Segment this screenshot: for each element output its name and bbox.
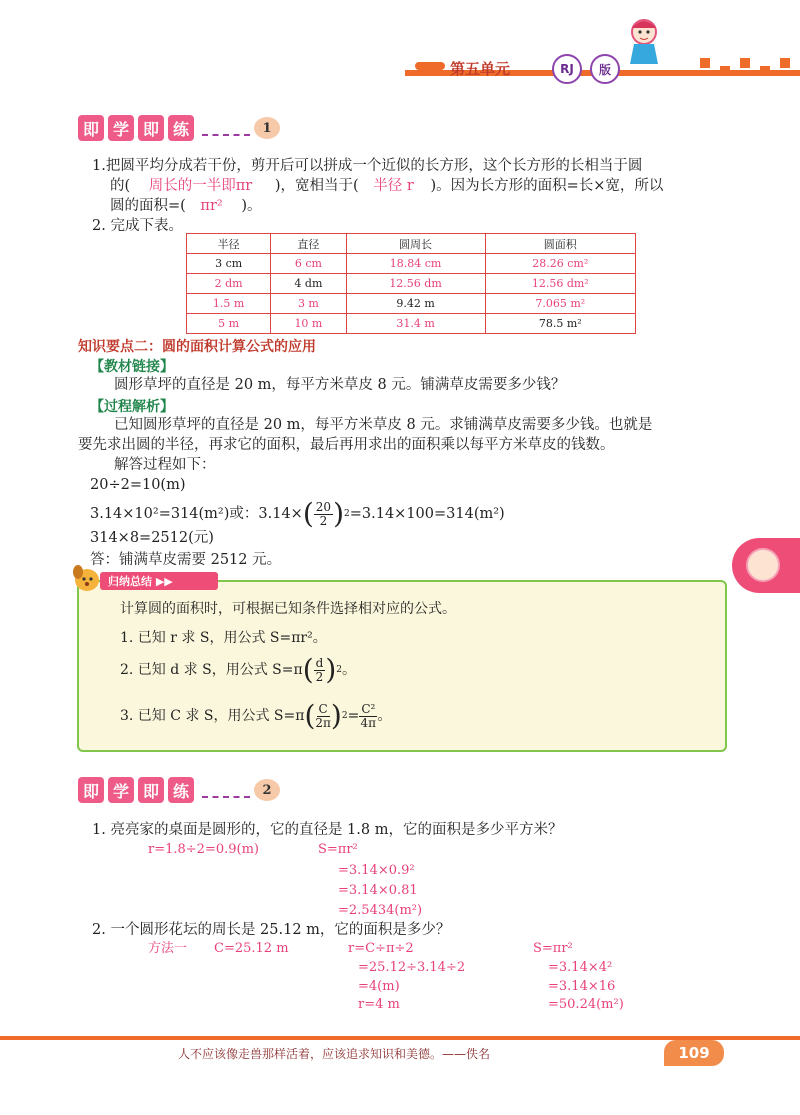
equals: = <box>347 708 360 724</box>
summary-item2 <box>120 653 356 686</box>
paren-right: ) <box>325 653 337 686</box>
p2-q2-radius-step: =25.12÷3.14÷2 <box>358 960 466 975</box>
paren-left: ( <box>304 699 316 732</box>
checker-decoration <box>700 58 710 68</box>
answer-length: 周长的一半即πr <box>148 178 253 194</box>
summary-item3-text: 3. 已知 C 求 S，用公式 S=π <box>120 708 305 724</box>
p2-q2-area-step: =3.14×4² <box>548 960 613 975</box>
banner-dash <box>202 120 250 136</box>
banner-char: 即 <box>138 115 164 141</box>
table-cell: 6 cm <box>271 254 346 274</box>
fraction <box>359 703 377 730</box>
fraction-denominator: 2 <box>315 669 324 684</box>
paren-right: ) <box>330 699 342 732</box>
textbook-link-label: 【教材链接】 <box>90 359 174 375</box>
fraction-numerator: 20 <box>315 499 332 514</box>
checker-decoration <box>740 58 750 68</box>
p2-q1-radius: r=1.8÷2=0.9(m) <box>148 842 259 857</box>
practice-banner-1 <box>78 113 280 143</box>
fraction-denominator: 2π <box>315 715 331 730</box>
exponent: 2 <box>344 509 350 519</box>
banner-char: 学 <box>108 115 134 141</box>
q1-line1 <box>92 156 642 176</box>
q1-text: )，宽相当于( <box>274 178 359 194</box>
q1-line3 <box>110 196 261 216</box>
period: 。 <box>341 662 356 678</box>
table-cell: 7.065 m² <box>485 294 635 314</box>
table-cell: 10 m <box>271 314 346 334</box>
table-cell: 12.56 dm <box>346 274 485 294</box>
table-row <box>187 294 636 314</box>
table-row <box>187 314 636 334</box>
circle-table <box>186 233 636 334</box>
header-pencil-decoration <box>415 62 445 70</box>
summary-item1: 1. 已知 r 求 S，用公式 S=πr²。 <box>120 630 327 646</box>
fraction <box>314 501 333 528</box>
table-cell: 4 dm <box>271 274 346 294</box>
banner-char: 练 <box>168 777 194 803</box>
puppy-icon <box>70 564 104 594</box>
fraction-numerator: d <box>315 655 324 670</box>
section-title: 知识要点二：圆的面积计算公式的应用 <box>78 339 316 355</box>
period: 。 <box>377 708 392 724</box>
banner-char: 即 <box>78 115 104 141</box>
solve-step3: 314×8=2512(元) <box>90 530 214 546</box>
table-header: 圆周长 <box>346 234 485 254</box>
p2-q2-radius-step: =4(m) <box>358 979 400 994</box>
p2-q2-area-step: =3.14×16 <box>548 979 616 994</box>
table-cell: 9.42 m <box>346 294 485 314</box>
edition-badge-rj: RJ <box>552 54 582 84</box>
p2-q2-method: 方法一 <box>148 941 188 956</box>
q1-text: )。 <box>241 198 262 214</box>
q1-text: 圆的面积=( <box>110 198 186 214</box>
fraction <box>315 703 331 730</box>
fraction-numerator: C <box>318 701 328 716</box>
solve-step1: 20÷2=10(m) <box>90 477 186 493</box>
p2-q2-given: C=25.12 m <box>214 941 289 956</box>
cartoon-girl-icon <box>622 14 666 66</box>
p2-q2-area-result: =50.24(m²) <box>548 997 624 1012</box>
banner-char: 即 <box>78 777 104 803</box>
q1-text: 把圆平均分成若干份，剪开后可以拼成一个近似的长方形，这个长方形的长相当于圆 <box>105 158 643 174</box>
table-cell: 5 m <box>187 314 271 334</box>
table-cell: 28.26 cm² <box>485 254 635 274</box>
table-cell: 2 dm <box>187 274 271 294</box>
edition-badge-ban: 版 <box>590 54 620 84</box>
q1-line2 <box>110 176 663 196</box>
table-cell: 1.5 m <box>187 294 271 314</box>
solve-step2-text: =3.14×100=314(m²) <box>349 506 505 522</box>
table-header-row <box>187 234 636 254</box>
footer-quote: 人不应该像走兽那样活着，应该追求知识和美德。——佚名 <box>178 1047 491 1061</box>
banner-char: 练 <box>168 115 194 141</box>
p2-q1-formula: S=πr² <box>318 842 358 857</box>
p2-q2-radius: r=C÷π÷2 <box>348 941 414 956</box>
paren-left: ( <box>302 497 314 530</box>
table-cell: 31.4 m <box>346 314 485 334</box>
checker-decoration <box>780 58 790 68</box>
table-cell: 3 m <box>271 294 346 314</box>
p2-q1: 1. 亮亮家的桌面是圆形的，它的直径是 1.8 m，它的面积是多少平方米？ <box>92 822 563 838</box>
q1-text: )。因为长方形的面积=长×宽，所以 <box>430 178 664 194</box>
banner-number: 1 <box>254 117 280 139</box>
analysis-line2: 要先求出圆的半径，再求它的面积，最后再用求出的面积乘以每平方米草皮的钱数。 <box>78 437 615 453</box>
q1-text: 的( <box>110 178 131 194</box>
table-header: 直径 <box>271 234 346 254</box>
face-icon <box>746 548 780 582</box>
answer-width: 半径 r <box>373 178 414 194</box>
fraction-numerator: C² <box>361 701 376 716</box>
fraction-denominator: 2 <box>319 513 328 528</box>
p2-q2-radius-result: r=4 m <box>358 997 400 1012</box>
summary-intro: 计算圆的面积时，可根据已知条件选择相对应的公式。 <box>120 601 456 617</box>
summary-item3 <box>120 699 392 732</box>
exponent: 2 <box>341 711 348 721</box>
fraction <box>314 657 326 684</box>
summary-item2-text: 2. 已知 d 求 S，用公式 S=π <box>120 662 303 678</box>
solve-answer: 答：铺满草皮需要 2512 元。 <box>90 552 282 568</box>
p2-q1-step: =3.14×0.9² <box>338 863 415 878</box>
p2-q1-step: =3.14×0.81 <box>338 883 418 898</box>
page-number: 109 <box>664 1040 724 1066</box>
fraction-denominator: 4π <box>360 715 377 730</box>
checker-decoration <box>720 66 730 76</box>
p2-q2: 2. 一个圆形花坛的周长是 25.12 m，它的面积是多少？ <box>92 922 451 938</box>
table-cell: 18.84 cm <box>346 254 485 274</box>
table-cell: 78.5 m² <box>485 314 635 334</box>
analysis-label: 【过程解析】 <box>90 399 174 415</box>
banner-dash <box>202 782 250 798</box>
p2-q1-step: =2.5434(m²) <box>338 903 423 918</box>
banner-char: 即 <box>138 777 164 803</box>
summary-tag-label: 归纳总结 <box>108 575 152 588</box>
solve-step2-text: 3.14×10²=314(m²)或：3.14× <box>90 506 303 522</box>
table-header: 圆面积 <box>485 234 635 254</box>
textbook-text: 圆形草坪的直径是 20 m，每平方米草皮 8 元。铺满草皮需要多少钱？ <box>114 377 566 393</box>
table-cell: 3 cm <box>187 254 271 274</box>
analysis-line1: 已知圆形草坪的直径是 20 m，每平方米草皮 8 元。求铺满草皮需要多少钱。也就是 <box>114 417 653 433</box>
practice-banner-2 <box>78 775 280 805</box>
table-header: 半径 <box>187 234 271 254</box>
banner-number: 2 <box>254 779 280 801</box>
summary-tag: 归纳总结 ▶▶ <box>100 572 218 590</box>
table-row <box>187 254 636 274</box>
table-row <box>187 274 636 294</box>
paren-right: ) <box>333 497 344 530</box>
p2-q2-area: S=πr² <box>533 941 573 956</box>
unit-title: 第五单元 <box>450 60 511 78</box>
table-cell: 12.56 dm² <box>485 274 635 294</box>
solve-step2 <box>90 497 505 530</box>
answer-area: πr² <box>200 198 223 214</box>
solve-intro: 解答过程如下： <box>114 457 216 473</box>
banner-char: 学 <box>108 777 134 803</box>
q1-number: 1. <box>92 158 106 174</box>
checker-decoration <box>760 66 770 76</box>
exponent: 2 <box>336 665 342 675</box>
q2-text: 2. 完成下表。 <box>92 218 183 234</box>
paren-left: ( <box>302 653 314 686</box>
